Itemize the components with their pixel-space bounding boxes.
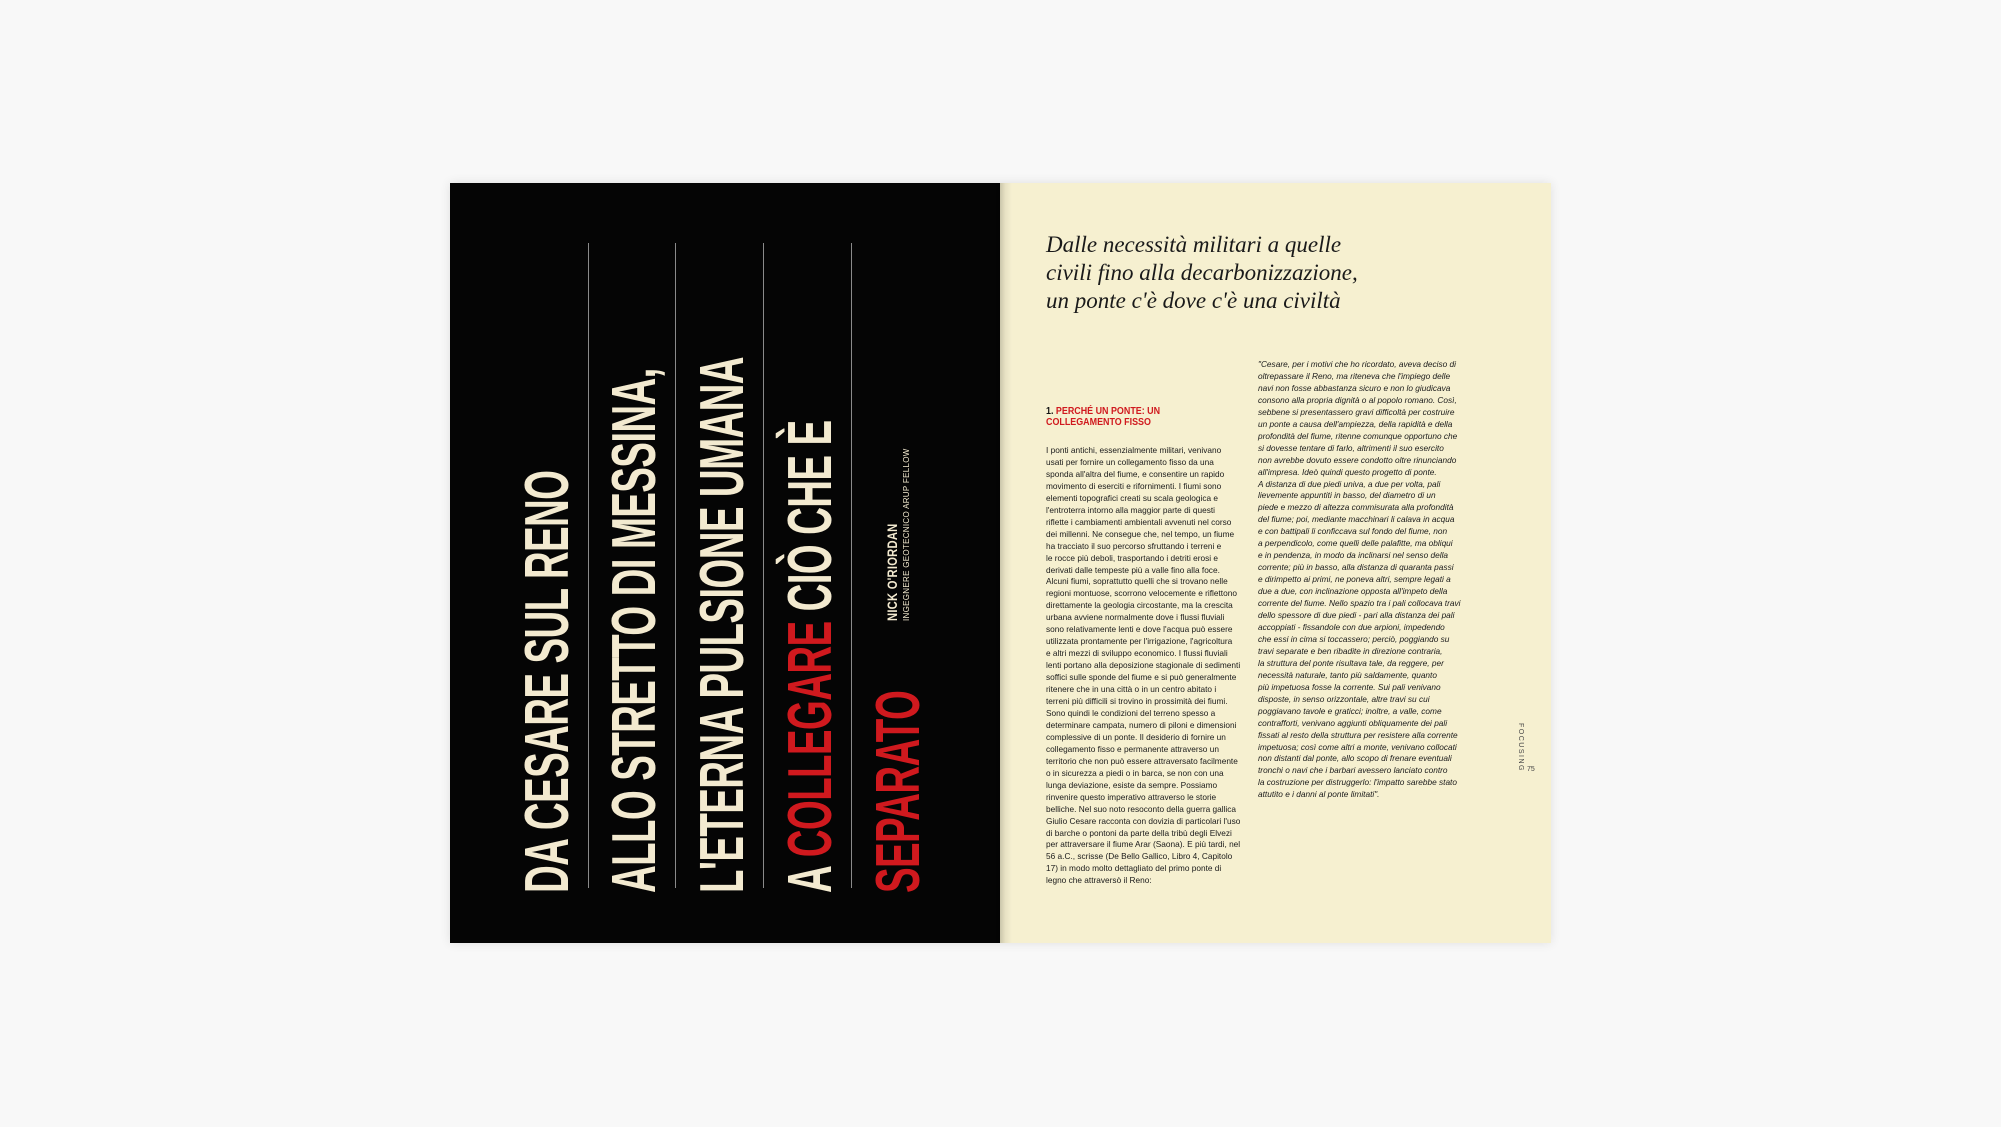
text-line: contrafforti, venivano aggiunti obliquamente dei pali xyxy=(1258,717,1448,728)
text-line: tronchi o navi che i barbari avessero lanciato contro xyxy=(1258,765,1448,776)
text-line: un ponte a causa dell'ampiezza, della rapidità e della xyxy=(1258,418,1453,429)
text-line: oltrepassare il Reno, ma riteneva che l'impiego delle xyxy=(1258,370,1451,381)
text-line: corrente del fiume. Nello spazio tra i pali collocava travi xyxy=(1258,598,1461,609)
text-line: di barche o pontoni da parte della tribù degli Elvezi xyxy=(1046,827,1232,838)
text-line: poggiavano tavole e graticci; inoltre, a valle, come xyxy=(1258,705,1442,716)
text-line: Sono quindi le condizioni del terreno spesso a xyxy=(1046,707,1216,718)
page-number: 75 xyxy=(1527,766,1535,773)
author-name: NICK O'RIORDAN xyxy=(884,523,900,621)
text-line: movimento di eserciti e rifornimenti. I fiumi sono xyxy=(1046,480,1222,491)
subtitle-line-1: Dalle necessità militari a quelle xyxy=(1046,232,1342,257)
text-line: accoppiati - fissandole con due arpioni, impedendo xyxy=(1258,621,1445,632)
column-rule xyxy=(675,243,676,888)
text-line: lunga deviazione, esiste da sempre. Possiamo xyxy=(1046,779,1218,790)
text-line: utilizzata prontamente per l'irrigazione, l'agricoltura xyxy=(1046,636,1233,647)
text-line: I ponti antichi, essenzialmente militari, venivano xyxy=(1046,445,1222,455)
text-line: sponda all'altra del fiume, e consentire un rapido xyxy=(1046,468,1225,479)
text-line: non distanti dal ponte, allo scopo di frenare eventuali xyxy=(1258,753,1452,764)
text-line: la struttura del ponte risultava tale, da reggere, per xyxy=(1258,657,1444,668)
text-line: corrente; più in basso, alla distanza di quaranta passi xyxy=(1258,562,1454,573)
text-line: del fiume; poi, mediante macchinari li calava in acqua xyxy=(1258,514,1455,525)
text-line: dello spessore di due piedi - pari alla distanza dei pali xyxy=(1258,610,1455,621)
text-line: soffici sulle sponde del fiume e si può generalmente xyxy=(1046,672,1237,683)
text-line: sebbene si presentassero gravi difficoltà per costruire xyxy=(1258,406,1455,417)
text-line: e altri mezzi di sviluppo economico. I flussi fluviali xyxy=(1046,648,1228,659)
text-line: regioni montuose, scorrono velocemente e riflettono xyxy=(1046,588,1237,599)
text-line: piede e mezzo di altezza commisurata alla profondità xyxy=(1258,502,1454,513)
column-rule xyxy=(763,243,764,888)
text-line: a perpendicolo, come quelli delle palafitte, ma obliqui xyxy=(1258,538,1453,549)
headline-line-4 xyxy=(776,420,846,893)
text-line: ha tracciato il suo percorso sfruttando i terreni e xyxy=(1046,540,1222,551)
text-line: rinvenire questo imperativo attraverso le storie xyxy=(1046,791,1217,802)
subtitle-line-2: civili fino alla decarbonizzazione, xyxy=(1046,260,1358,285)
text-line: si dovesse tentare di farlo, altrimenti il suo esercito xyxy=(1258,442,1444,453)
text-line: più impetuosa fosse la corrente. Sui pali venivano xyxy=(1258,681,1441,692)
text-line: lievemente appuntiti in basso, del diametro di un xyxy=(1258,490,1436,501)
left-page xyxy=(450,183,1000,943)
text-line: e in pendenza, in modo da inclinarsi nel senso della xyxy=(1258,550,1449,561)
headline-line-4-pre: A xyxy=(776,857,845,893)
text-line: o in sicurezza a piedi o in barca, se non con una xyxy=(1046,767,1224,778)
text-line: 56 a.C., scrisse (De Bello Gallico, Libro 4, Capitolo xyxy=(1046,851,1233,862)
text-line: fissati al resto della struttura per resistere alla corrente xyxy=(1258,729,1458,740)
text-line: riflette i cambiamenti ambientali avvenuti nel corso xyxy=(1046,516,1232,527)
text-line: travi separate e ben ribadite in direzione contraria, xyxy=(1258,645,1443,656)
section-title: PERCHÉ UN PONTE: UN COLLEGAMENTO FISSO xyxy=(1046,405,1161,428)
text-line: usati per fornire un collegamento fisso da una xyxy=(1046,456,1214,467)
headline-line-2: ALLO STRETTO DI MESSINA, xyxy=(600,368,669,894)
text-line: terreni più difficili si trovino in prossimità dei fiumi. xyxy=(1046,696,1228,707)
text-line: legno che attraversò il Reno: xyxy=(1046,875,1152,886)
text-line: e dirimpetto ai primi, ne poneva altri, sempre legati a xyxy=(1258,574,1451,585)
text-line: collegamento fisso e permanente attraverso un xyxy=(1046,743,1219,754)
subtitle-line-3: un ponte c'è dove c'è una civiltà xyxy=(1046,288,1341,313)
running-head: FOCUSING xyxy=(1517,723,1524,772)
text-line: determinare campata, numero di piloni e dimensioni xyxy=(1046,719,1237,730)
text-line: complessive di un ponte. Il desiderio di fornire un xyxy=(1046,731,1226,742)
text-line: 17) in modo molto dettagliato del primo ponte di xyxy=(1046,863,1222,874)
text-line: impetuosa; così come altri a monte, venivano collocati xyxy=(1258,741,1457,752)
text-line: navi non fosse abbastanza sicuro e non lo giudicava xyxy=(1258,382,1451,393)
text-line: derivati dalle tempeste più a valle fino alla foce. xyxy=(1046,564,1220,575)
text-line: disposte, in senso orizzontale, altre travi su cui xyxy=(1258,693,1430,704)
column-rule xyxy=(588,243,589,888)
text-line: attutito e i danni al ponte limitati". xyxy=(1258,789,1380,800)
text-line: direttamente la geologia circostante, ma la crescita xyxy=(1046,600,1233,611)
author-role: INGEGNERE GEOTECNICO ARUP FELLOW xyxy=(902,448,911,621)
subtitle xyxy=(1046,231,1426,315)
text-line: all'impresa. Ideò quindi questo progetto di ponte. xyxy=(1258,466,1437,477)
text-line: ritenere che in una città o in un centro abitato i xyxy=(1046,684,1217,695)
text-line: non avrebbe dovuto essere condotto oltre rinunciando xyxy=(1258,454,1457,465)
text-line: la costruzione per distruggerlo: l'impatto sarebbe stato xyxy=(1258,777,1457,788)
text-line: consono alla propria dignità o al popolo romano. Così, xyxy=(1258,394,1457,405)
headline-line-3: L'ETERNA PULSIONE UMANA xyxy=(688,357,757,893)
column-rule xyxy=(851,243,852,888)
text-line: Alcuni fiumi, soprattutto quelli che si trovano nelle xyxy=(1046,576,1228,587)
section-number: 1. xyxy=(1046,405,1054,417)
body-column-right xyxy=(1258,359,1463,801)
text-line: urbana avviene normalmente dove i flussi fluviali xyxy=(1046,612,1225,623)
text-line: l'entroterra intorno alla maggior parte di questi xyxy=(1046,504,1215,515)
headline-line-5: SEPARATO xyxy=(864,690,933,893)
headline-line-4-post: CIÒ CHE È xyxy=(776,420,845,622)
text-line: le rocce più deboli, trasportando i detriti erosi e xyxy=(1046,552,1219,563)
magazine-spread xyxy=(450,183,1551,943)
text-line: "Cesare, per i motivi che ho ricordato, aveva deciso di xyxy=(1258,359,1457,369)
section-heading xyxy=(1046,406,1216,428)
text-line: che essi in cima si toccassero; perciò, poggiando su xyxy=(1258,633,1450,644)
text-line: necessità naturale, tanto più saldamente, quanto xyxy=(1258,669,1437,680)
text-line: sono relativamente lenti e dove l'acqua può essere xyxy=(1046,624,1233,635)
text-line: territorio che non può essere attraversato facilmente xyxy=(1046,755,1238,766)
text-line: dei millenni. Ne consegue che, nel tempo, un fiume xyxy=(1046,528,1235,539)
text-line: lenti portano alla deposizione stagionale di sedimenti xyxy=(1046,660,1241,671)
text-line: elementi topografici creati su scala geologica e xyxy=(1046,492,1219,503)
headline-line-1: DA CESARE SUL RENO xyxy=(513,470,582,893)
text-line: e con battipali li conficcava sul fondo del fiume, non xyxy=(1258,526,1448,537)
text-line: profondità del fiume, ritenne comunque opportuno che xyxy=(1258,430,1458,441)
text-line: belliche. Nel suo noto resoconto della guerra gallica xyxy=(1046,803,1237,814)
headline-highlight: COLLEGARE xyxy=(776,621,845,858)
text-line: due a due, con inclinazione opposta all'impeto della xyxy=(1258,586,1448,597)
text-line: Giulio Cesare racconta con dovizia di particolari l'uso xyxy=(1046,815,1241,826)
text-line: A distanza di due piedi univa, a due per volta, pali xyxy=(1258,478,1441,489)
right-page xyxy=(1000,183,1551,943)
body-column-left xyxy=(1046,445,1244,887)
text-line: per attraversare il fiume Arar (Saona). E più tardi, nel xyxy=(1046,839,1241,850)
